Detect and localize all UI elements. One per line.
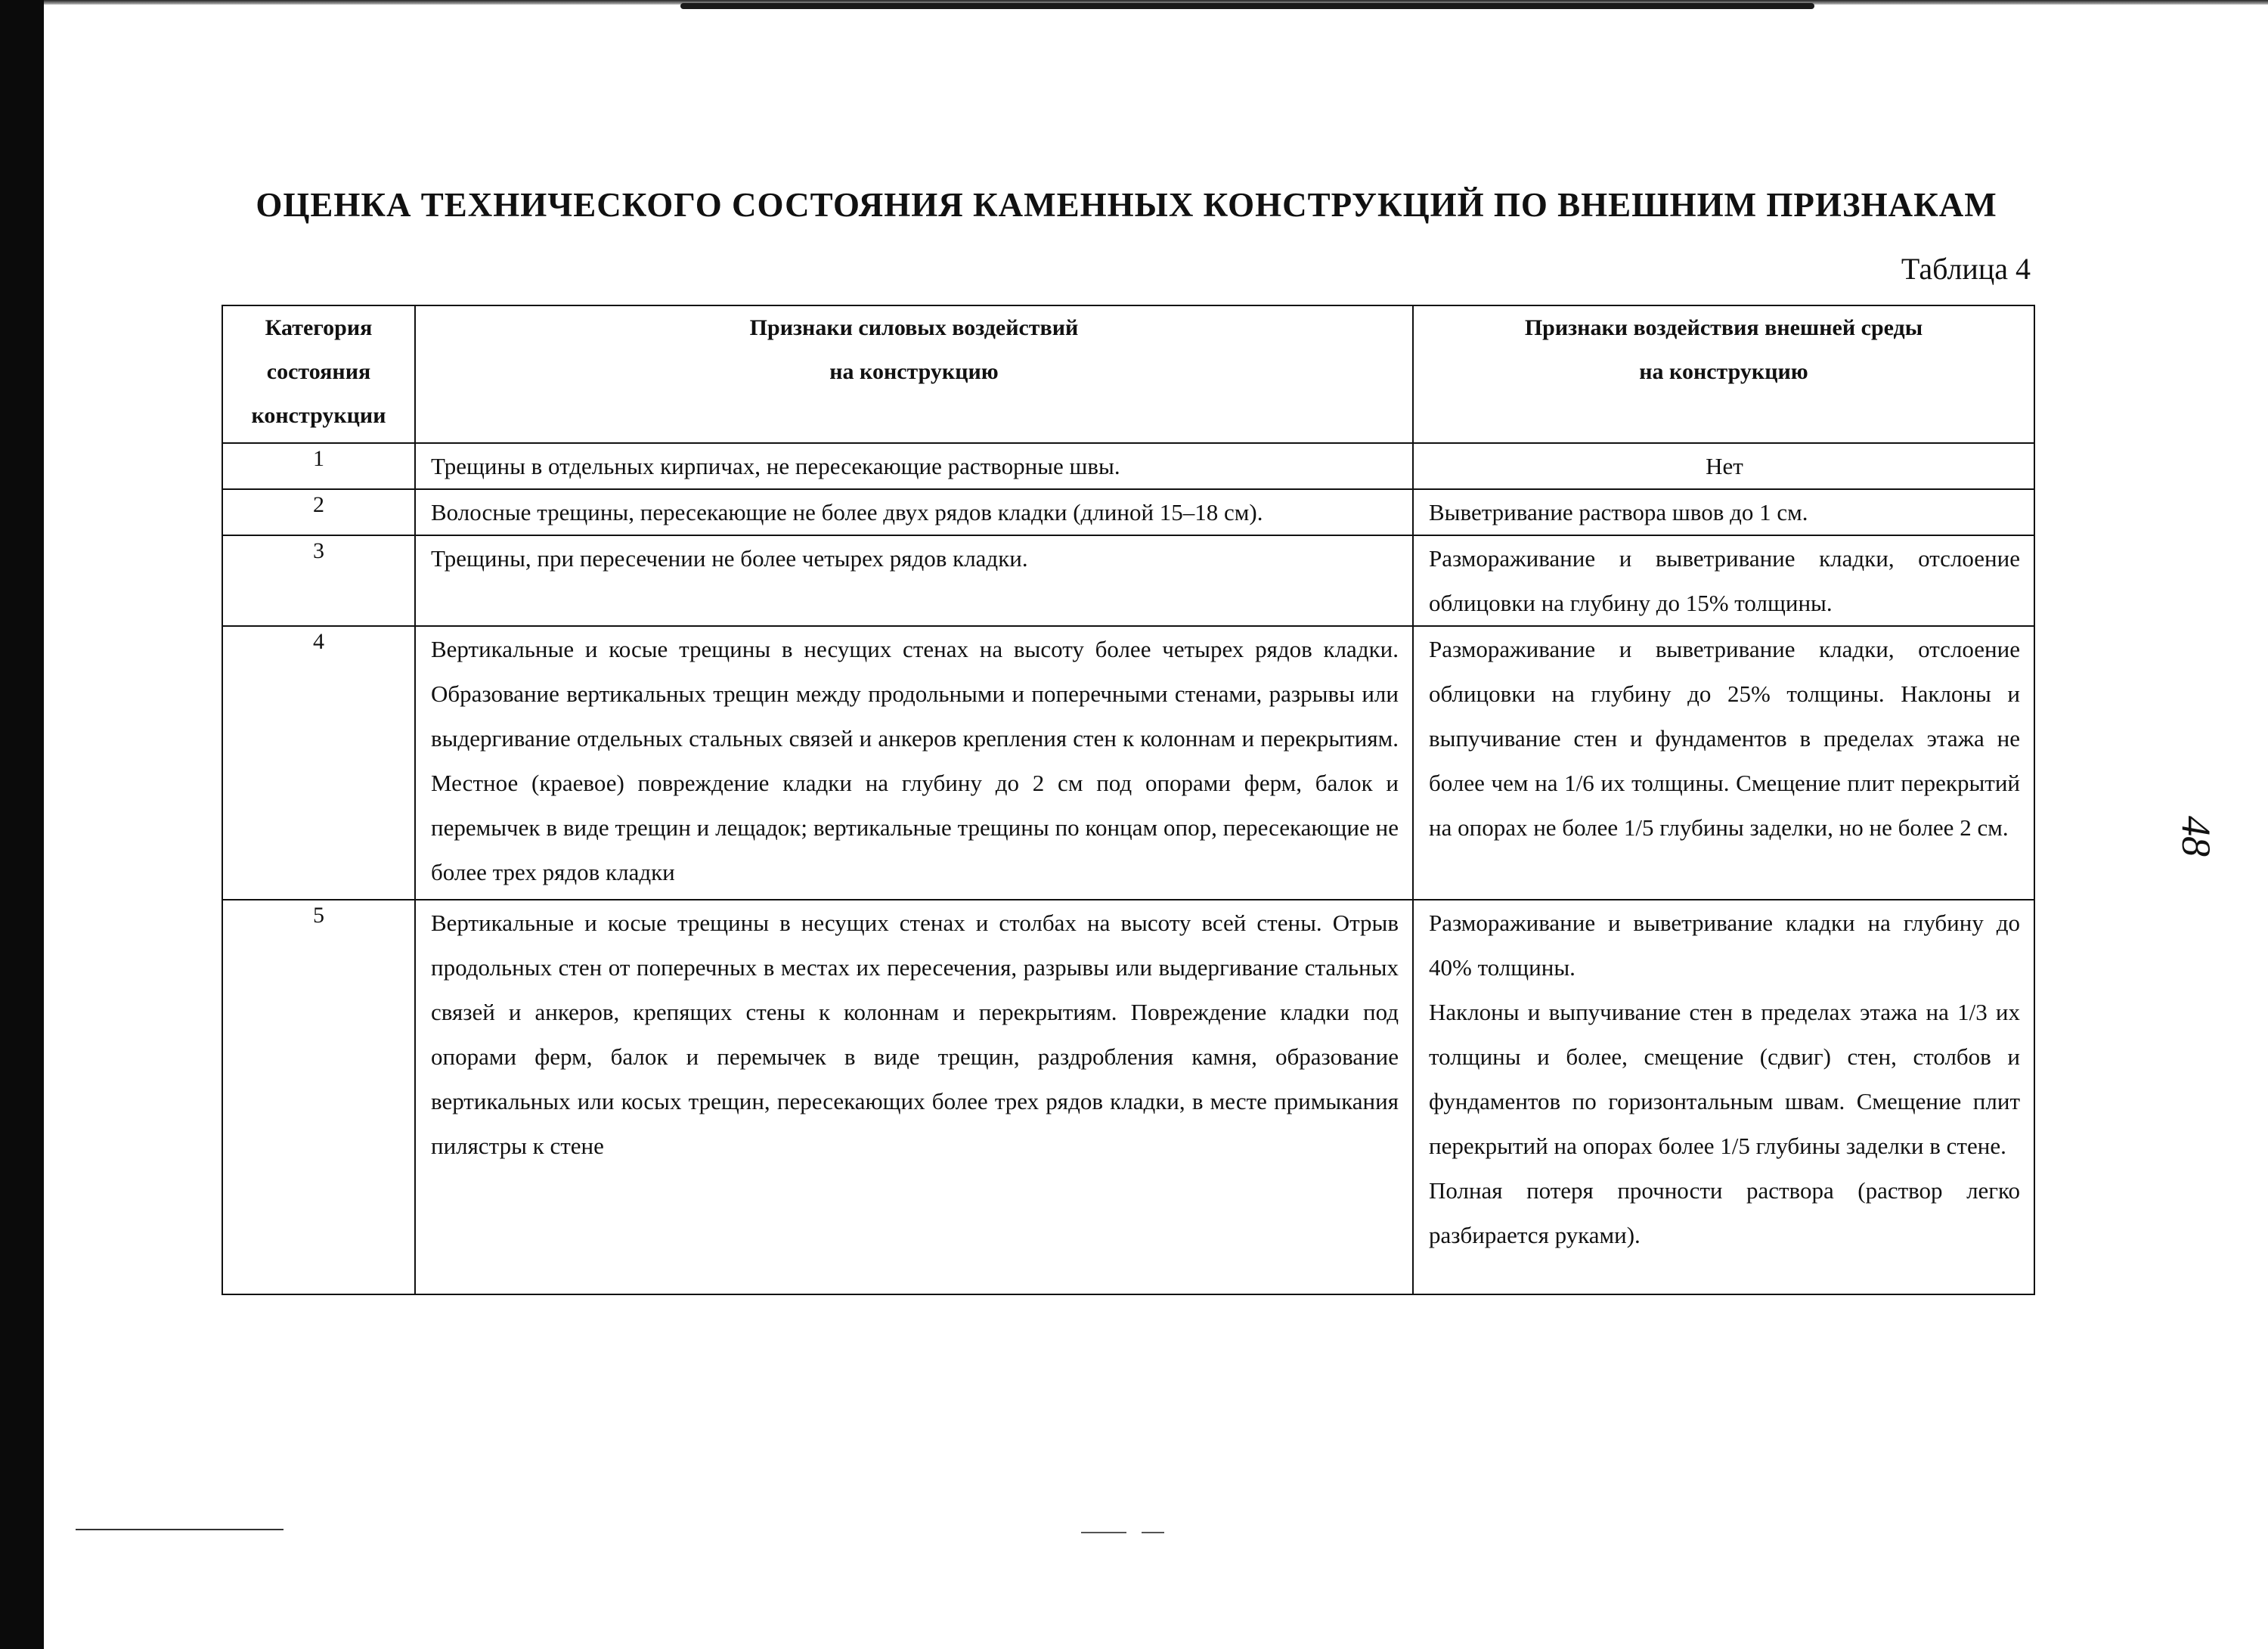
condition-table — [222, 305, 2035, 1295]
row-environment-signs — [1413, 900, 2034, 1294]
row-force-signs: Волосные трещины, пересекающие не более двух рядов кладки (длиной 15–18 см). — [415, 489, 1413, 535]
table-row — [222, 900, 2034, 1294]
row-category: 2 — [222, 489, 415, 535]
table-row — [222, 535, 2034, 626]
document-title: ОЦЕНКА ТЕХНИЧЕСКОГО СОСТОЯНИЯ КАМЕННЫХ КОНСТРУКЦИЙ ПО ВНЕШНИМ ПРИЗНАКАМ — [256, 186, 1997, 224]
table-row — [222, 626, 2034, 900]
header-category — [222, 305, 415, 443]
scan-artifact-rule — [76, 1529, 284, 1530]
scan-artifact-rule — [1142, 1532, 1164, 1533]
environment-paragraph: Размораживание и выветривание кладки на глубину до 40% толщины. — [1429, 910, 2020, 981]
row-environment-signs: Размораживание и выветривание кладки, отслоение облицовки на глубину до 15% толщины. — [1413, 535, 2034, 626]
row-category: 1 — [222, 443, 415, 489]
row-category: 4 — [222, 626, 415, 900]
table-row — [222, 443, 2034, 489]
header-environment — [1413, 305, 2034, 443]
header-force — [415, 305, 1413, 443]
row-force-signs: Трещины, при пересечении не более четырех рядов кладки. — [415, 535, 1413, 626]
scan-top-shadow — [680, 3, 1814, 9]
row-category: 3 — [222, 535, 415, 626]
header-environment-line: Признаки воздействия внешней среды — [1524, 315, 1923, 340]
row-environment-signs: Выветривание раствора швов до 1 см. — [1413, 489, 2034, 535]
row-force-signs: Вертикальные и косые трещины в несущих стенах на высоту более четырех рядов кладки. Образование вертикальных трещин между продольными и поперечными стенами, разрывы или выдергивание отдельных стальных связей и анкеров крепления стен к колоннам и перекрытиям. Местное (краевое) повреждение кладки на глубину до 2 см под опорами ферм, балок и перемычек в виде трещин и лещадок; вертикальные трещины по концам опор, пересекающие не более трех рядов кладки — [415, 626, 1413, 900]
scan-left-edge — [0, 0, 44, 1649]
table-row — [222, 489, 2034, 535]
row-environment-signs: Размораживание и выветривание кладки, отслоение облицовки на глубину до 25% толщины. Наклоны и выпучивание стен и фундаментов в пределах этажа не более чем на 1/6 их толщины. Смещение плит перекрытий на опорах не более 1/5 глубины заделки, но не более 2 см. — [1413, 626, 2034, 900]
header-category-line: конструкции — [251, 403, 386, 428]
row-force-signs: Трещины в отдельных кирпичах, не пересекающие растворные швы. — [415, 443, 1413, 489]
header-force-line: Признаки силовых воздействий — [749, 315, 1079, 340]
header-environment-line: на конструкцию — [1639, 359, 1808, 384]
table-header-row — [222, 305, 2034, 443]
header-category-line: Категория — [265, 315, 373, 340]
row-category: 5 — [222, 900, 415, 1294]
page-number: 48 — [2174, 816, 2219, 857]
environment-paragraph: Полная потеря прочности раствора (раствор легко разбирается руками). — [1429, 1177, 2020, 1248]
table-label: Таблица 4 — [1901, 252, 2031, 286]
environment-paragraph: Наклоны и выпучивание стен в пределах этажа на 1/3 их толщины и более, смещение (сдвиг) стен, столбов и фундаментов по горизонтальным швам. Смещение плит перекрытий на опорах более 1/5 глубины заделки в стене. — [1429, 999, 2020, 1159]
row-force-signs: Вертикальные и косые трещины в несущих стенах и столбах на высоту всей стены. Отрыв продольных стен от поперечных в местах их пересечения, разрывы или выдергивание стальных связей и анкеров, крепящих стены к колоннам и перекрытиям. Повреждение кладки под опорами ферм, балок и перемычек в виде трещин, раздробления камня, образование вертикальных или косых трещин, пересекающих более трех рядов кладки, в месте примыкания пилястры к стене — [415, 900, 1413, 1294]
header-force-line: на конструкцию — [829, 359, 999, 384]
header-category-line: состояния — [266, 359, 371, 384]
scan-artifact-rule — [1081, 1532, 1126, 1533]
row-environment-signs: Нет — [1413, 443, 2034, 489]
